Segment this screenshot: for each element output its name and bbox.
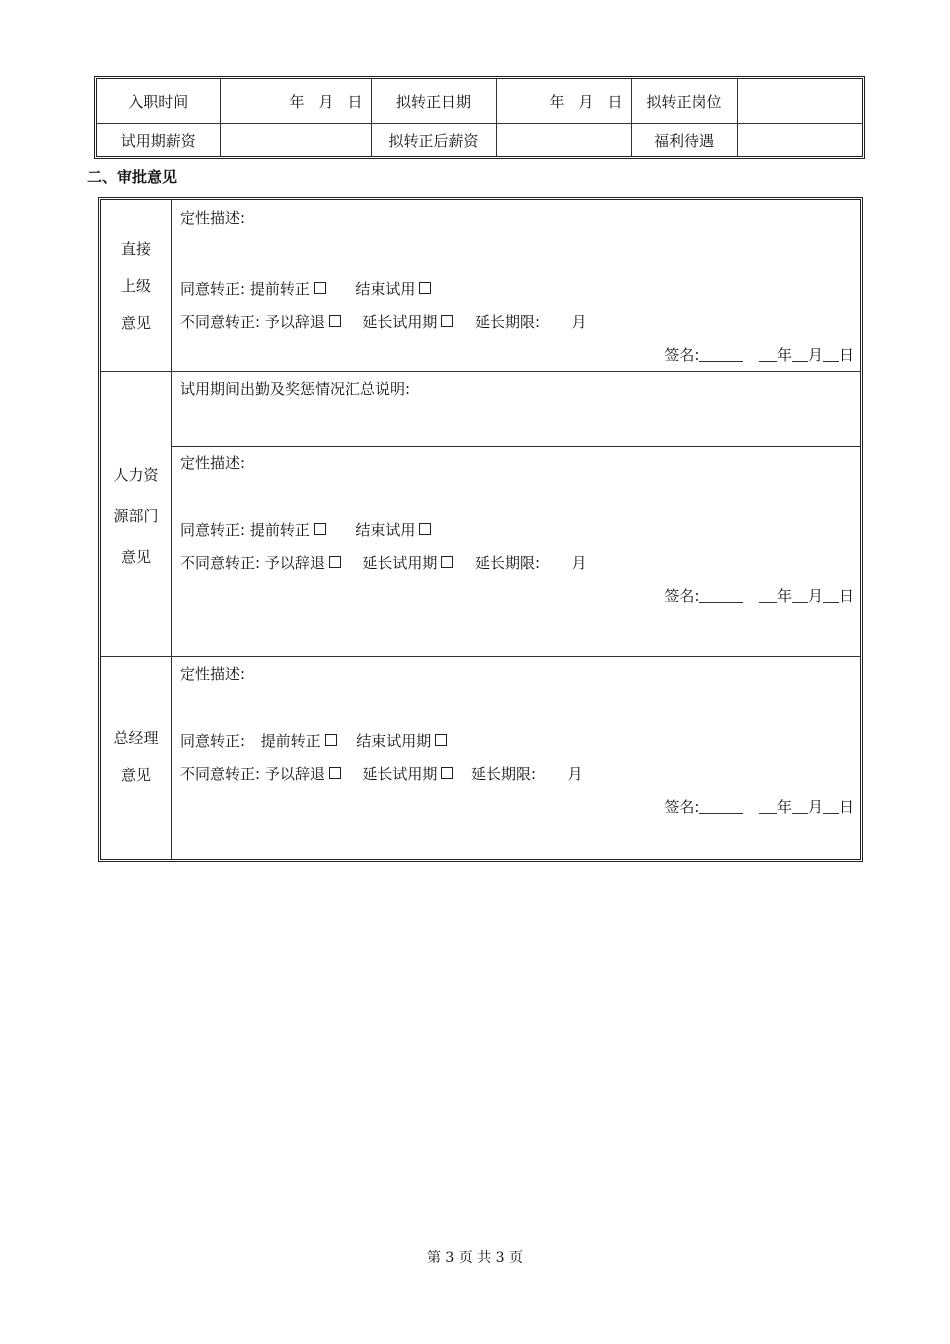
gm-agree-row: 同意转正: 提前转正 结束试用期 — [180, 730, 447, 751]
entry-time-label: 入职时间 — [97, 79, 220, 124]
extend-probation-checkbox[interactable] — [441, 556, 453, 568]
early-confirm-checkbox[interactable] — [314, 282, 326, 294]
gm-signature: 签名: 年 月 日 — [664, 798, 854, 816]
table-row — [97, 124, 862, 157]
probation-salary-label: 试用期薪资 — [97, 124, 220, 157]
supervisor-desc-label: 定性描述: — [180, 209, 246, 227]
planned-post-label: 拟转正岗位 — [631, 79, 737, 124]
benefits-field[interactable] — [737, 124, 862, 157]
planned-salary-field[interactable] — [496, 124, 631, 157]
table-row — [97, 79, 862, 124]
planned-post-field[interactable] — [737, 79, 862, 124]
entry-date-field[interactable]: 年 月 日 — [220, 79, 371, 124]
page-footer: 第 3 页 共 3 页 — [426, 1250, 524, 1266]
employee-info-table — [94, 76, 865, 159]
hr-signature: 签名: 年 月 日 — [664, 587, 854, 605]
end-probation-checkbox[interactable] — [435, 734, 447, 746]
dismiss-checkbox[interactable] — [329, 767, 341, 779]
signature-line[interactable] — [699, 799, 743, 814]
hr-disagree-row: 不同意转正: 予以辞退 延长试用期 延长期限: 月 — [180, 554, 587, 572]
extend-probation-checkbox[interactable] — [441, 315, 453, 327]
gm-disagree-row: 不同意转正: 予以辞退 延长试用期 延长期限: 月 — [180, 765, 583, 783]
approval-table — [98, 197, 863, 862]
supervisor-signature: 签名: 年 月 日 — [664, 346, 854, 364]
early-confirm-checkbox[interactable] — [325, 734, 337, 746]
end-probation-checkbox[interactable] — [419, 523, 431, 535]
divider — [172, 446, 860, 447]
early-confirm-checkbox[interactable] — [314, 523, 326, 535]
supervisor-agree-row: 同意转正: 提前转正 结束试用 — [180, 278, 431, 299]
hr-desc-label: 定性描述: — [180, 454, 246, 472]
hr-agree-row: 同意转正: 提前转正 结束试用 — [180, 519, 431, 540]
dismiss-checkbox[interactable] — [329, 315, 341, 327]
divider — [101, 656, 860, 657]
signature-line[interactable] — [699, 588, 743, 603]
benefits-label: 福利待遇 — [631, 124, 737, 157]
signature-line[interactable] — [699, 347, 743, 362]
hr-summary-label: 试用期间出勤及奖惩情况汇总说明: — [180, 380, 411, 398]
supervisor-disagree-row: 不同意转正: 予以辞退 延长试用期 延长期限: 月 — [180, 313, 587, 331]
section-title: 二、审批意见 — [87, 168, 178, 186]
extend-probation-checkbox[interactable] — [441, 767, 453, 779]
hr-label: 人力资 源部门 意见 — [101, 372, 172, 656]
gm-desc-label: 定性描述: — [180, 665, 246, 683]
dismiss-checkbox[interactable] — [329, 556, 341, 568]
supervisor-label: 直接 上级 意见 — [101, 200, 172, 371]
planned-date-field[interactable]: 年 月 日 — [496, 79, 631, 124]
gm-label: 总经理 意见 — [101, 657, 172, 859]
planned-salary-label: 拟转正后薪资 — [371, 124, 496, 157]
planned-date-label: 拟转正日期 — [371, 79, 496, 124]
probation-salary-field[interactable] — [220, 124, 371, 157]
end-probation-checkbox[interactable] — [419, 282, 431, 294]
divider — [101, 371, 860, 372]
